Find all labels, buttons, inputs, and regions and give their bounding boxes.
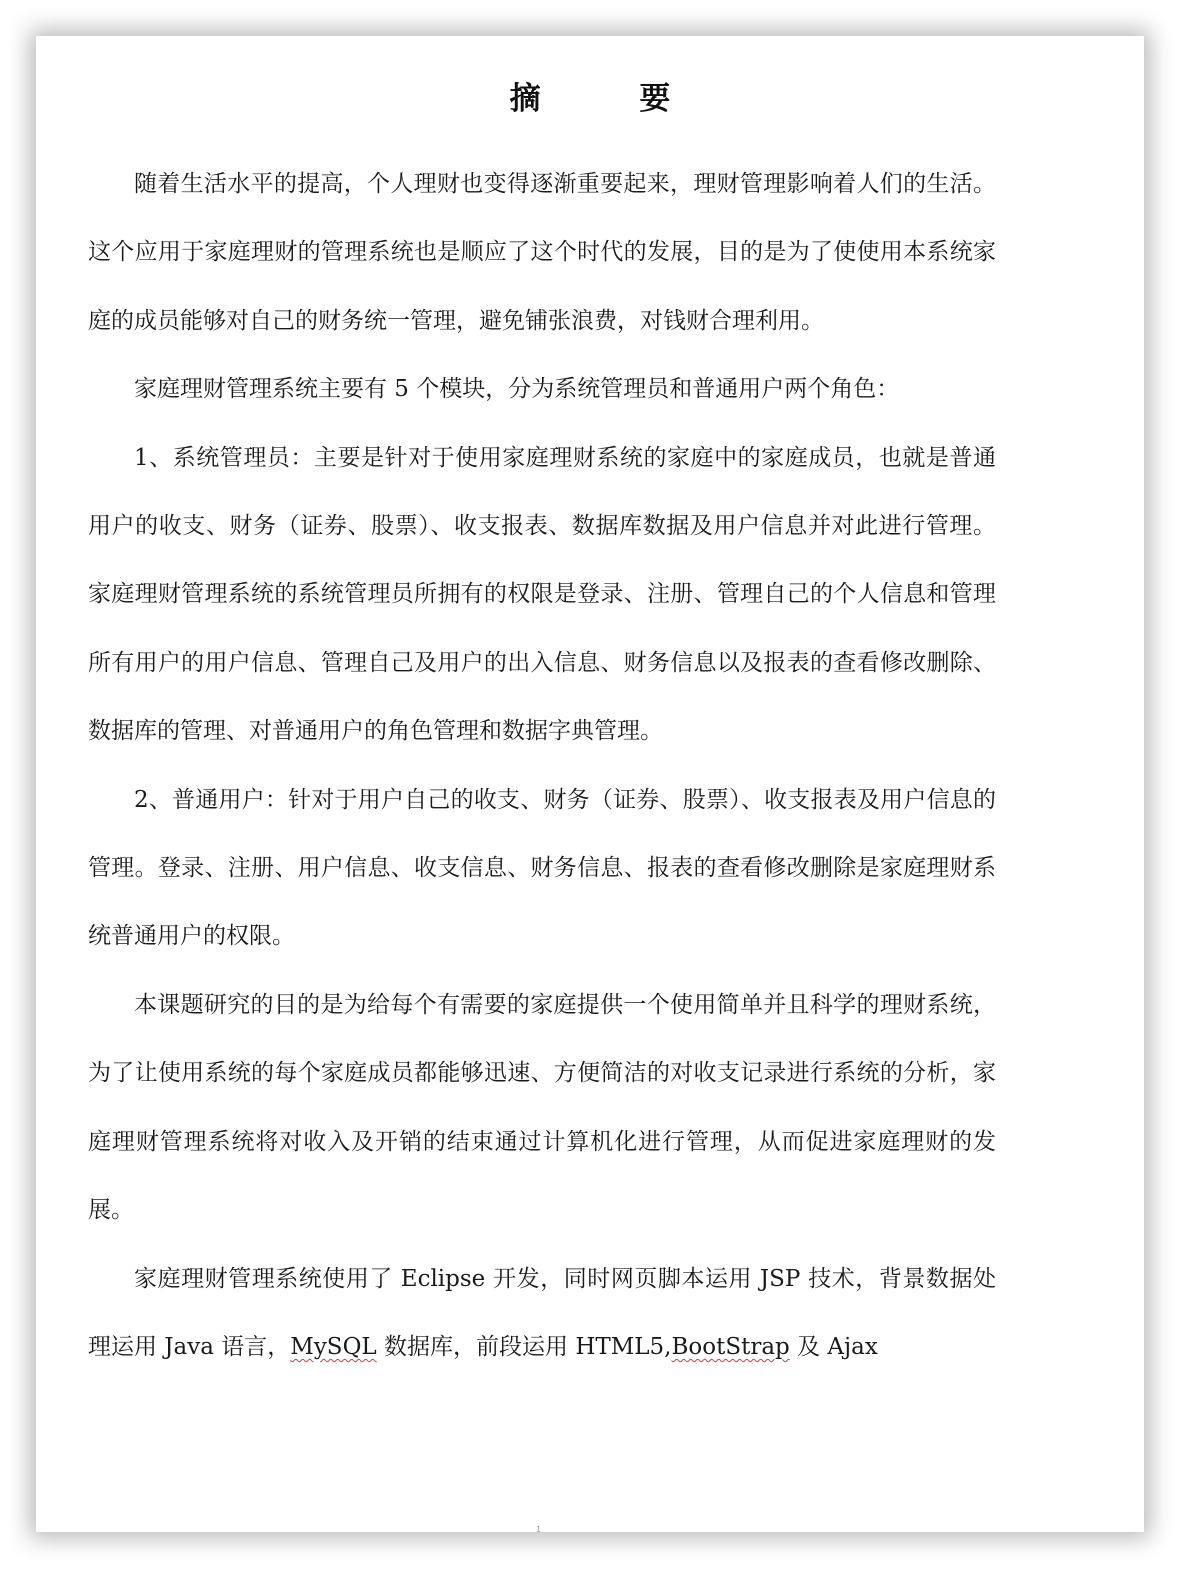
paragraph-text: 及 Ajax xyxy=(789,1333,878,1360)
paragraph: 随着生活水平的提高，个人理财也变得逐渐重要起来，理财管理影响着人们的生活。这个应用于家庭理财的管理系统也是顺应了这个时代的发展，目的是为了使使用本系统家庭的成员能够对自己的财务统一管理，避免铺张浪费，对钱财合理利用。 xyxy=(88,171,996,334)
paragraph: 家庭理财管理系统主要有 5 个模块，分为系统管理员和普通用户两个角色： xyxy=(134,376,900,403)
paragraph: 本课题研究的目的是为给每个有需要的家庭提供一个使用简单并且科学的理财系统，为了让使用系统的每个家庭成员都能够迅速、方便简洁的对收支记录进行系统的分析，家庭理财管理系统将对收入及开销的结束通过计算机化进行管理，从而促进家庭理财的发展。 xyxy=(88,991,996,1224)
page-number-mark: 1 xyxy=(536,1525,542,1532)
abstract-body xyxy=(88,150,996,1381)
spellcheck-word-bootstrap[interactable]: BootStrap xyxy=(671,1333,790,1360)
page-title: 摘 要 xyxy=(509,81,715,117)
document-page xyxy=(36,36,1144,1532)
paragraph: 2、普通用户：针对于用户自己的收支、财务（证券、股票）、收支报表及用户信息的管理。登录、注册、用户信息、收支信息、财务信息、报表的查看修改删除是家庭理财系统普通用户的权限。 xyxy=(88,786,996,950)
paragraph-last xyxy=(88,1245,996,1382)
spellcheck-word-mysql[interactable]: MySQL xyxy=(290,1333,377,1360)
paragraph: 1、系统管理员：主要是针对于使用家庭理财系统的家庭中的家庭成员，也就是普通用户的收支、财务（证券、股票）、收支报表、数据库数据及用户信息并对此进行管理。家庭理财管理系统的系统管理员所拥有的权限是登录、注册、管理自己的个人信息和管理所有用户的用户信息、管理自己及用户的出入信息、财务信息以及报表的查看修改删除、数据库的管理、对普通用户的角色管理和数据字典管理。 xyxy=(88,444,996,745)
paragraph-text: 家庭理财管理系统使用了 Eclipse 开发，同时网页脚本运用 JSP 技术，背景数据处理运用 Java 语言， xyxy=(88,1265,996,1360)
paragraph-text: 数据库，前段运用 HTML5, xyxy=(376,1333,672,1360)
